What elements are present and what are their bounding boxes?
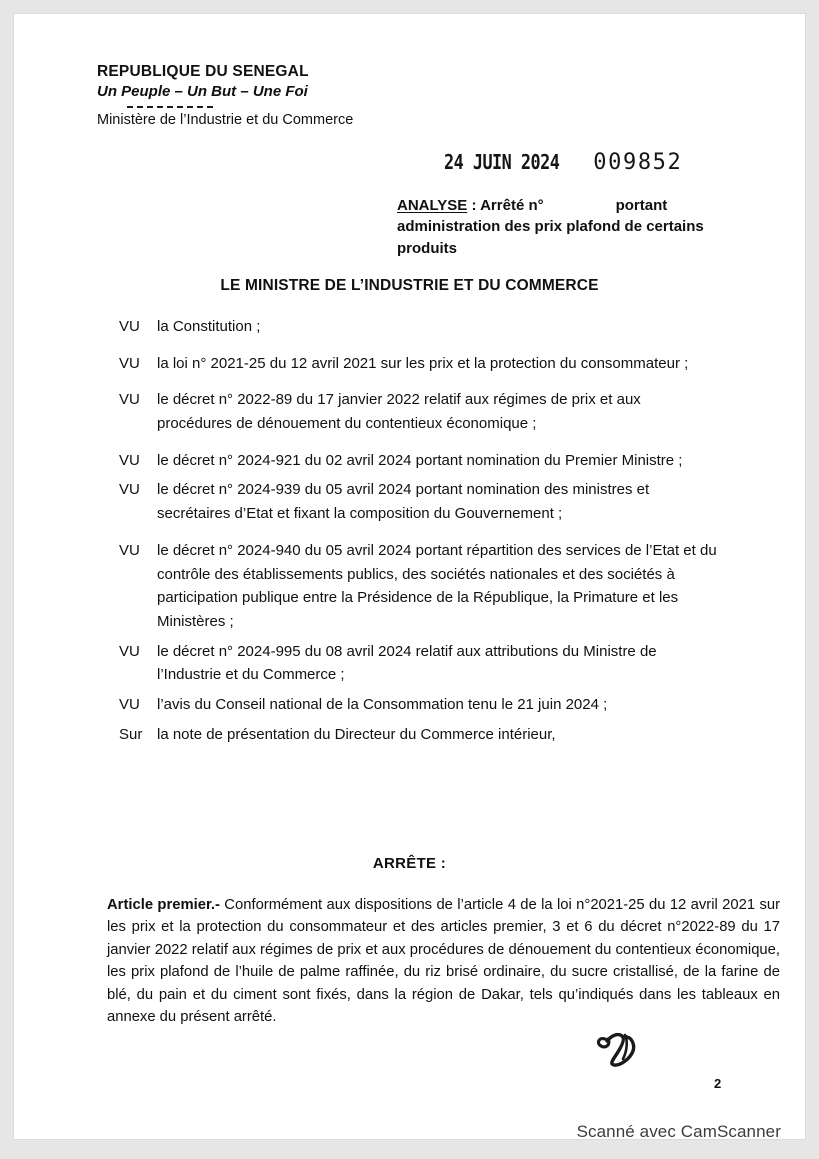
letterhead: [97, 62, 517, 130]
clause-label: VU: [119, 481, 140, 499]
clause-text: la note de présentation du Directeur du Commerce intérieur,: [157, 725, 556, 743]
registration-stamp: [444, 150, 682, 175]
article-body-text: Conformément aux dispositions de l’article 4 de la loi n°2021-25 du 12 avril 2021 sur les prix et la protection du consommateur et des articles premier, 3 et 6 du décret n°2022-89 du 17 janvier 2022 relatif aux régimes de prix et aux procédures de dénouement du contentieux économique, les prix plafond de l’huile de palme raffinée, du riz brisé ordinaire, du sucre cristallisé, de la farine de blé, du pain et du ciment sont fixés, dans la région de Dakar, tels qu’indiqués dans les tableaux en annexe du présent arrêté.: [107, 897, 781, 1026]
clause-text: la Constitution ;: [157, 318, 261, 335]
clause-text: le décret n° 2024-921 du 02 avril 2024 portant nomination du Premier Ministre ;: [157, 451, 683, 469]
article-lead-label: Article premier.-: [107, 897, 220, 913]
document-page: [14, 14, 805, 1139]
dashed-divider: [127, 106, 213, 108]
clause-label: VU: [119, 695, 140, 713]
clause-label: Sur: [119, 725, 143, 743]
clause-item: [119, 539, 719, 634]
analyse-block: [397, 195, 717, 259]
clause-item: [119, 449, 719, 473]
page-title: LE MINISTRE DE L’INDUSTRIE ET DU COMMERCE: [220, 277, 599, 294]
clause-item: [119, 723, 719, 747]
analyse-subject-prefix: Arrêté n°: [480, 197, 544, 214]
clause-label: VU: [119, 318, 140, 335]
national-motto: Un Peuple – Un But – Une Foi: [97, 83, 308, 101]
clause-item: [119, 315, 719, 339]
camscanner-watermark: Scanné avec CamScanner: [576, 1122, 781, 1141]
clause-item: [119, 352, 719, 376]
stamp-registration-number: 009852: [593, 150, 683, 175]
considerations-list: [119, 315, 719, 752]
clause-item: [119, 388, 719, 435]
clause-label: VU: [119, 391, 140, 409]
analyse-subject-text: portant administration des prix plafond de certains produits: [397, 197, 704, 257]
clause-item: [119, 640, 719, 687]
clause-label: VU: [119, 354, 140, 372]
clause-item: [119, 478, 719, 525]
stamp-date: 24 JUIN 2024: [444, 150, 560, 174]
clause-label: VU: [119, 541, 140, 559]
analyse-separator: :: [467, 197, 481, 214]
page-number: 2: [714, 1076, 722, 1091]
clause-text: le décret n° 2024-940 du 05 avril 2024 portant répartition des services de l’Etat et du contrôle des établissements publics, des sociétés nationales et des sociétés à participation publique entre la Présidence de la République, la Primature et les Ministères ;: [157, 541, 717, 630]
clause-text: le décret n° 2024-995 du 08 avril 2024 relatif aux attributions du Ministre de l’Industrie et du Commerce ;: [157, 642, 657, 684]
clause-text: le décret n° 2024-939 du 05 avril 2024 portant nomination des ministres et secrétaires d’Etat et fixant la composition du Gouvernement ;: [157, 481, 650, 523]
arrete-heading: ARRÊTE :: [372, 855, 447, 872]
signature-mark: [592, 1027, 662, 1073]
clause-label: VU: [119, 642, 140, 660]
analyse-label: ANALYSE: [397, 197, 468, 214]
document-body: [14, 14, 805, 1139]
clause-text: l’avis du Conseil national de la Consommation tenu le 21 juin 2024 ;: [157, 695, 608, 713]
clause-text: la loi n° 2021-25 du 12 avril 2021 sur les prix et la protection du consommateur ;: [157, 354, 689, 372]
ministry-name: Ministère de l’Industrie et du Commerce: [97, 111, 354, 128]
clause-label: VU: [119, 451, 140, 469]
republic-name: REPUBLIQUE DU SENEGAL: [97, 63, 309, 80]
clause-item: [119, 693, 719, 717]
clause-text: le décret n° 2022-89 du 17 janvier 2022 relatif aux régimes de prix et aux procédures de dénouement du contentieux économique ;: [157, 391, 641, 433]
article-premier-paragraph: [107, 894, 780, 1029]
